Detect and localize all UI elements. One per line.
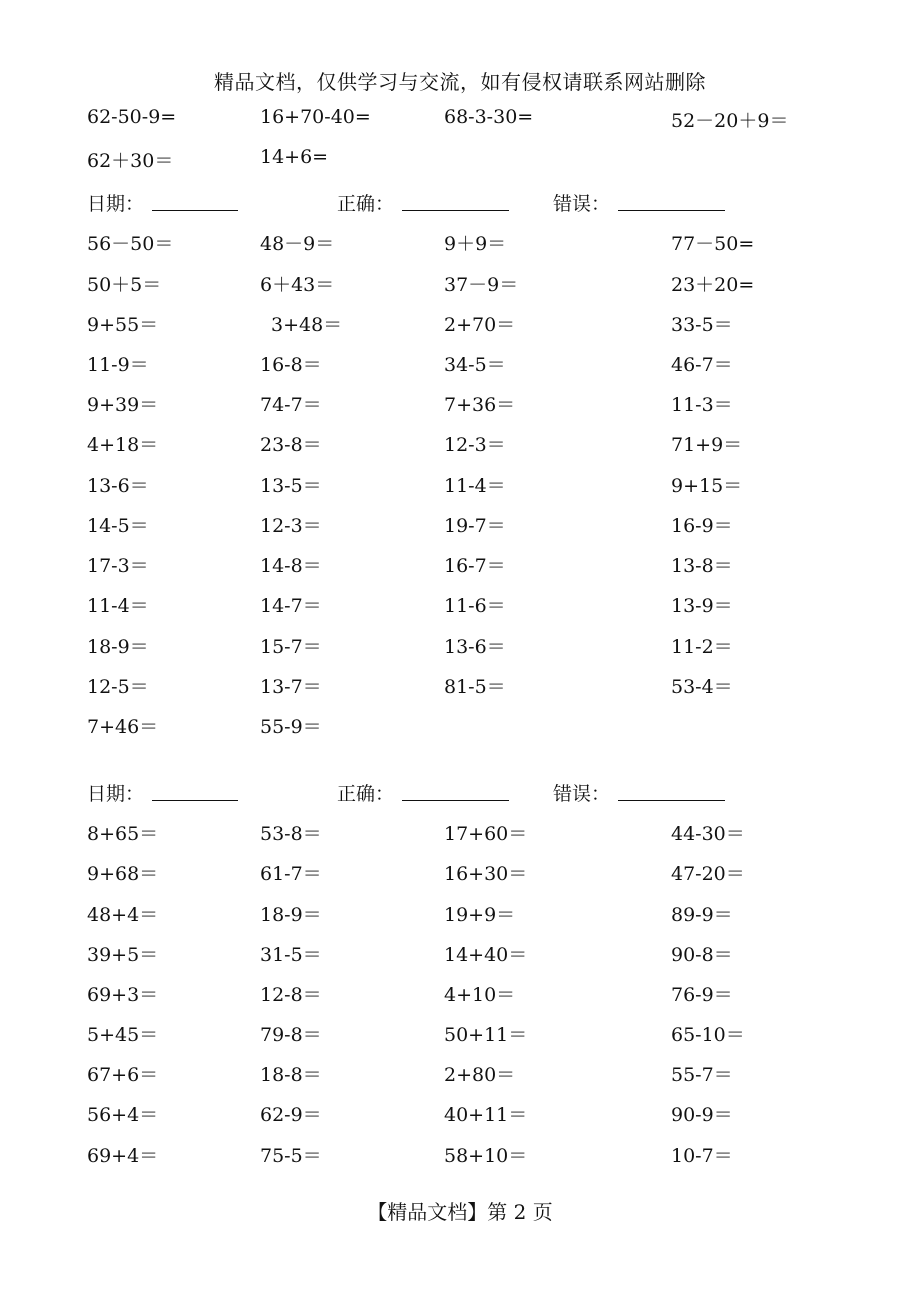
exercise: 14-7＝ <box>260 595 322 617</box>
exercise: 69+3＝ <box>87 984 159 1006</box>
exercise: 11-4＝ <box>87 595 149 617</box>
exercise-row <box>0 712 920 742</box>
wrong-label: 错误： <box>553 783 611 805</box>
exercise: 75-5＝ <box>260 1145 322 1167</box>
exercise-row <box>0 146 920 176</box>
exercise: 2+70＝ <box>444 314 516 336</box>
exercise-row <box>0 900 920 930</box>
exercise: 18-9＝ <box>260 904 322 926</box>
exercise: 47-20＝ <box>671 863 745 885</box>
exercise: 17+60＝ <box>444 823 528 845</box>
exercise: 67+6＝ <box>87 1064 159 1086</box>
exercise: 58+10＝ <box>444 1145 528 1167</box>
exercise-row <box>0 229 920 259</box>
exercise: 16+30＝ <box>444 863 528 885</box>
exercise-row <box>0 511 920 541</box>
exercise: 16-7＝ <box>444 555 506 577</box>
exercise-row <box>0 672 920 702</box>
exercise: 12-5＝ <box>87 676 149 698</box>
exercise: 16+70-40= <box>260 106 371 128</box>
exercise: 14+40＝ <box>444 944 528 966</box>
exercise: 23-8＝ <box>260 434 322 456</box>
exercise: 53-8＝ <box>260 823 322 845</box>
exercise: 50＋5＝ <box>87 274 162 296</box>
exercise: 13-9＝ <box>671 595 733 617</box>
exercise-row <box>0 632 920 662</box>
exercise: 13-5＝ <box>260 475 322 497</box>
exercise-row <box>0 940 920 970</box>
exercise: 55-7＝ <box>671 1064 733 1086</box>
exercise: 4+18＝ <box>87 434 159 456</box>
exercise: 6＋43＝ <box>260 274 335 296</box>
exercise: 11-2＝ <box>671 636 733 658</box>
exercise: 56+4＝ <box>87 1104 159 1126</box>
date-label: 日期： <box>87 193 145 215</box>
exercise: 77－50= <box>671 233 755 255</box>
exercise: 62-50-9= <box>87 106 177 128</box>
exercise: 48－9＝ <box>260 233 335 255</box>
exercise: 9+39＝ <box>87 394 159 416</box>
exercise: 12-3＝ <box>444 434 506 456</box>
exercise: 62＋30＝ <box>87 150 174 172</box>
exercise: 14+6= <box>260 146 329 168</box>
correct-label: 正确： <box>337 193 395 215</box>
correct-blank[interactable] <box>402 800 509 801</box>
exercise: 13-7＝ <box>260 676 322 698</box>
exercise: 7+46＝ <box>87 716 159 738</box>
exercise: 62-9＝ <box>260 1104 322 1126</box>
exercise-row <box>0 390 920 420</box>
exercise: 53-4＝ <box>671 676 733 698</box>
exercise: 74-7＝ <box>260 394 322 416</box>
exercise-row <box>0 591 920 621</box>
exercise-row <box>0 1020 920 1050</box>
exercise-row <box>0 1100 920 1130</box>
exercise: 3+48＝ <box>271 314 343 336</box>
exercise-row <box>0 551 920 581</box>
exercise: 9+55＝ <box>87 314 159 336</box>
exercise: 69+4＝ <box>87 1145 159 1167</box>
exercise: 8+65＝ <box>87 823 159 845</box>
exercise: 44-30＝ <box>671 823 745 845</box>
exercise: 9+68＝ <box>87 863 159 885</box>
exercise: 55-9＝ <box>260 716 322 738</box>
exercise: 68-3-30= <box>444 106 534 128</box>
date-blank[interactable] <box>152 210 238 211</box>
exercise: 71+9＝ <box>671 434 743 456</box>
exercise: 65-10＝ <box>671 1024 745 1046</box>
correct-label: 正确： <box>337 783 395 805</box>
exercise: 37－9＝ <box>444 274 519 296</box>
exercise: 19+9＝ <box>444 904 516 926</box>
date-blank[interactable] <box>152 800 238 801</box>
exercise: 90-9＝ <box>671 1104 733 1126</box>
exercise: 56－50＝ <box>87 233 174 255</box>
exercise: 13-6＝ <box>444 636 506 658</box>
exercise: 31-5＝ <box>260 944 322 966</box>
exercise: 33-5＝ <box>671 314 733 336</box>
exercise: 14-8＝ <box>260 555 322 577</box>
exercise: 76-9＝ <box>671 984 733 1006</box>
wrong-label: 错误： <box>553 193 611 215</box>
exercise-row <box>0 106 920 136</box>
exercise: 17-3＝ <box>87 555 149 577</box>
exercise: 16-9＝ <box>671 515 733 537</box>
exercise: 5+45＝ <box>87 1024 159 1046</box>
exercise: 90-8＝ <box>671 944 733 966</box>
exercise-row <box>0 310 920 340</box>
exercise: 4+10＝ <box>444 984 516 1006</box>
exercise-row <box>0 471 920 501</box>
exercise: 11-4＝ <box>444 475 506 497</box>
exercise: 23＋20= <box>671 274 755 296</box>
exercise: 12-8＝ <box>260 984 322 1006</box>
exercise-row <box>0 859 920 889</box>
exercise-row <box>0 1060 920 1090</box>
exercise: 34-5＝ <box>444 354 506 376</box>
exercise: 14-5＝ <box>87 515 149 537</box>
wrong-blank[interactable] <box>618 210 725 211</box>
exercise: 19-7＝ <box>444 515 506 537</box>
exercise-row <box>0 270 920 300</box>
exercise: 40+11＝ <box>444 1104 528 1126</box>
exercise: 18-9＝ <box>87 636 149 658</box>
exercise-row <box>0 430 920 460</box>
exercise: 39+5＝ <box>87 944 159 966</box>
exercise: 50+11＝ <box>444 1024 528 1046</box>
page-header: 精品文档，仅供学习与交流，如有侵权请联系网站删除 <box>214 70 706 94</box>
exercise: 7+36＝ <box>444 394 516 416</box>
info-line <box>0 189 920 219</box>
exercise: 16-8＝ <box>260 354 322 376</box>
exercise: 11-9＝ <box>87 354 149 376</box>
exercise: 11-3＝ <box>671 394 733 416</box>
exercise: 81-5＝ <box>444 676 506 698</box>
exercise-row <box>0 980 920 1010</box>
exercise: 79-8＝ <box>260 1024 322 1046</box>
exercise: 11-6＝ <box>444 595 506 617</box>
page-footer: 【精品文档】第 2 页 <box>367 1200 553 1224</box>
exercise: 13-6＝ <box>87 475 149 497</box>
exercise: 10-7＝ <box>671 1145 733 1167</box>
exercise-row <box>0 819 920 849</box>
exercise: 9+15＝ <box>671 475 743 497</box>
exercise: 46-7＝ <box>671 354 733 376</box>
wrong-blank[interactable] <box>618 800 725 801</box>
info-line <box>0 779 920 809</box>
exercise: 18-8＝ <box>260 1064 322 1086</box>
exercise: 13-8＝ <box>671 555 733 577</box>
exercise: 89-9＝ <box>671 904 733 926</box>
exercise: 48+4＝ <box>87 904 159 926</box>
exercise: 12-3＝ <box>260 515 322 537</box>
exercise: 2+80＝ <box>444 1064 516 1086</box>
exercise: 15-7＝ <box>260 636 322 658</box>
correct-blank[interactable] <box>402 210 509 211</box>
exercise: 9＋9＝ <box>444 233 507 255</box>
exercise-row <box>0 1141 920 1171</box>
exercise: 61-7＝ <box>260 863 322 885</box>
date-label: 日期： <box>87 783 145 805</box>
exercise: 52－20＋9＝ <box>671 110 789 132</box>
exercise-row <box>0 350 920 380</box>
